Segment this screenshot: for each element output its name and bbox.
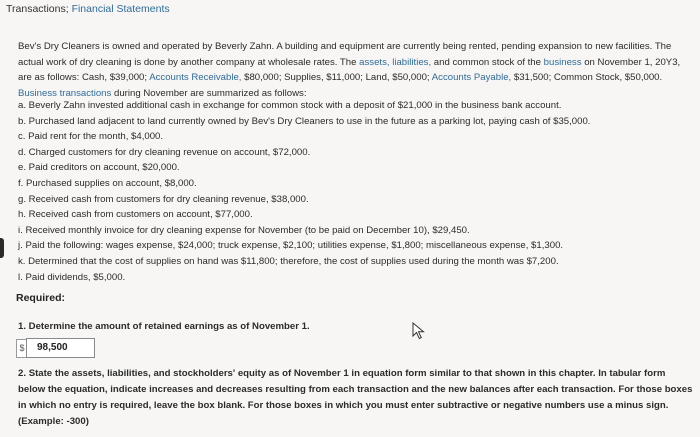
currency-symbol: $	[16, 339, 27, 358]
term-accounts-payable[interactable]: Accounts Payable,	[431, 72, 512, 83]
transaction-item: i. Received monthly invoice for dry cleaning expense for November (to be paid on December 10), $29,450.	[18, 224, 470, 236]
transaction-item: h. Received cash from customers on account, $77,000.	[18, 209, 253, 221]
breadcrumb-financial-statements: Financial Statements	[71, 3, 170, 15]
breadcrumb	[6, 3, 170, 15]
transaction-item: c. Paid rent for the month, $4,000.	[18, 131, 164, 143]
intro-text-6: during November are summarized as follows:	[114, 87, 307, 99]
breadcrumb-transactions: Transactions;	[6, 3, 69, 15]
transaction-item: k. Determined that the cost of supplies on hand was $11,800; therefore, the cost of supplies used during the month was $7,200.	[18, 255, 559, 267]
intro-text-1: Bev's Dry Cleaners is owned and operated by Beverly Zahn. A building and equipment are currently being rented, pending expansion to new facilities. The actual work of dry cleaning is done by another company at wholesale rates. The	[18, 41, 672, 68]
question-2	[18, 366, 694, 430]
intro-text-5: $31,500; Common Stock, $50,000.	[513, 72, 663, 83]
transaction-item: e. Paid creditors on account, $20,000.	[18, 162, 180, 174]
intro-text-3: on November 1, 20Y3, are as follows: Cash, $39,000;	[18, 56, 681, 83]
intro-text-4: $80,000; Supplies, $11,000; Land, $50,000;	[244, 72, 430, 83]
required-heading: Required:	[16, 292, 66, 304]
problem-intro	[18, 39, 694, 101]
retained-earnings-input[interactable]: 98,500	[26, 338, 95, 358]
question-1-label: 1. Determine the amount of retained earnings as of November 1.	[18, 321, 310, 332]
transaction-item: f. Purchased supplies on account, $8,000.	[18, 177, 197, 189]
transaction-list	[18, 98, 694, 285]
term-business-transactions[interactable]: Business transactions	[18, 87, 112, 99]
term-assets-liabilities[interactable]: assets, liabilities,	[359, 56, 432, 68]
mouse-pointer-icon	[411, 322, 427, 340]
term-business[interactable]: business	[543, 56, 582, 68]
transaction-item: g. Received cash from customers for dry cleaning revenue, $38,000.	[18, 193, 309, 205]
side-panel-handle[interactable]	[0, 238, 4, 258]
intro-text-2: and common stock of the	[433, 56, 541, 68]
transaction-item: l. Paid dividends, $5,000.	[18, 271, 126, 283]
transaction-item: d. Charged customers for dry cleaning revenue on account, $72,000.	[18, 146, 311, 158]
question-2-text: State the assets, liabilities, and stockholders' equity as of November 1 in equation form similar to that shown in this chapter. In tabular form below the equation, indicate increases and decreases resulting from each transaction and the new balances after each transaction. For those boxes in which no entry is required, leave the box blank. For those boxes in which you must enter subtractive or negative numbers use a minus sign. (Example: -300)	[18, 368, 693, 427]
question-2-number: 2.	[18, 368, 27, 379]
transaction-item: j. Paid the following: wages expense, $24,000; truck expense, $2,100; utilities expense, $1,800; miscellaneous expense, $1,300.	[18, 240, 564, 252]
transaction-item: b. Purchased land adjacent to land currently owned by Bev's Dry Cleaners to use in the future as a parking lot, paying cash of $35,000.	[18, 115, 591, 127]
transaction-item: a. Beverly Zahn invested additional cash in exchange for common stock with a deposit of $21,000 in the business bank account.	[18, 100, 562, 111]
term-accounts-receivable[interactable]: Accounts Receivable,	[149, 72, 242, 83]
